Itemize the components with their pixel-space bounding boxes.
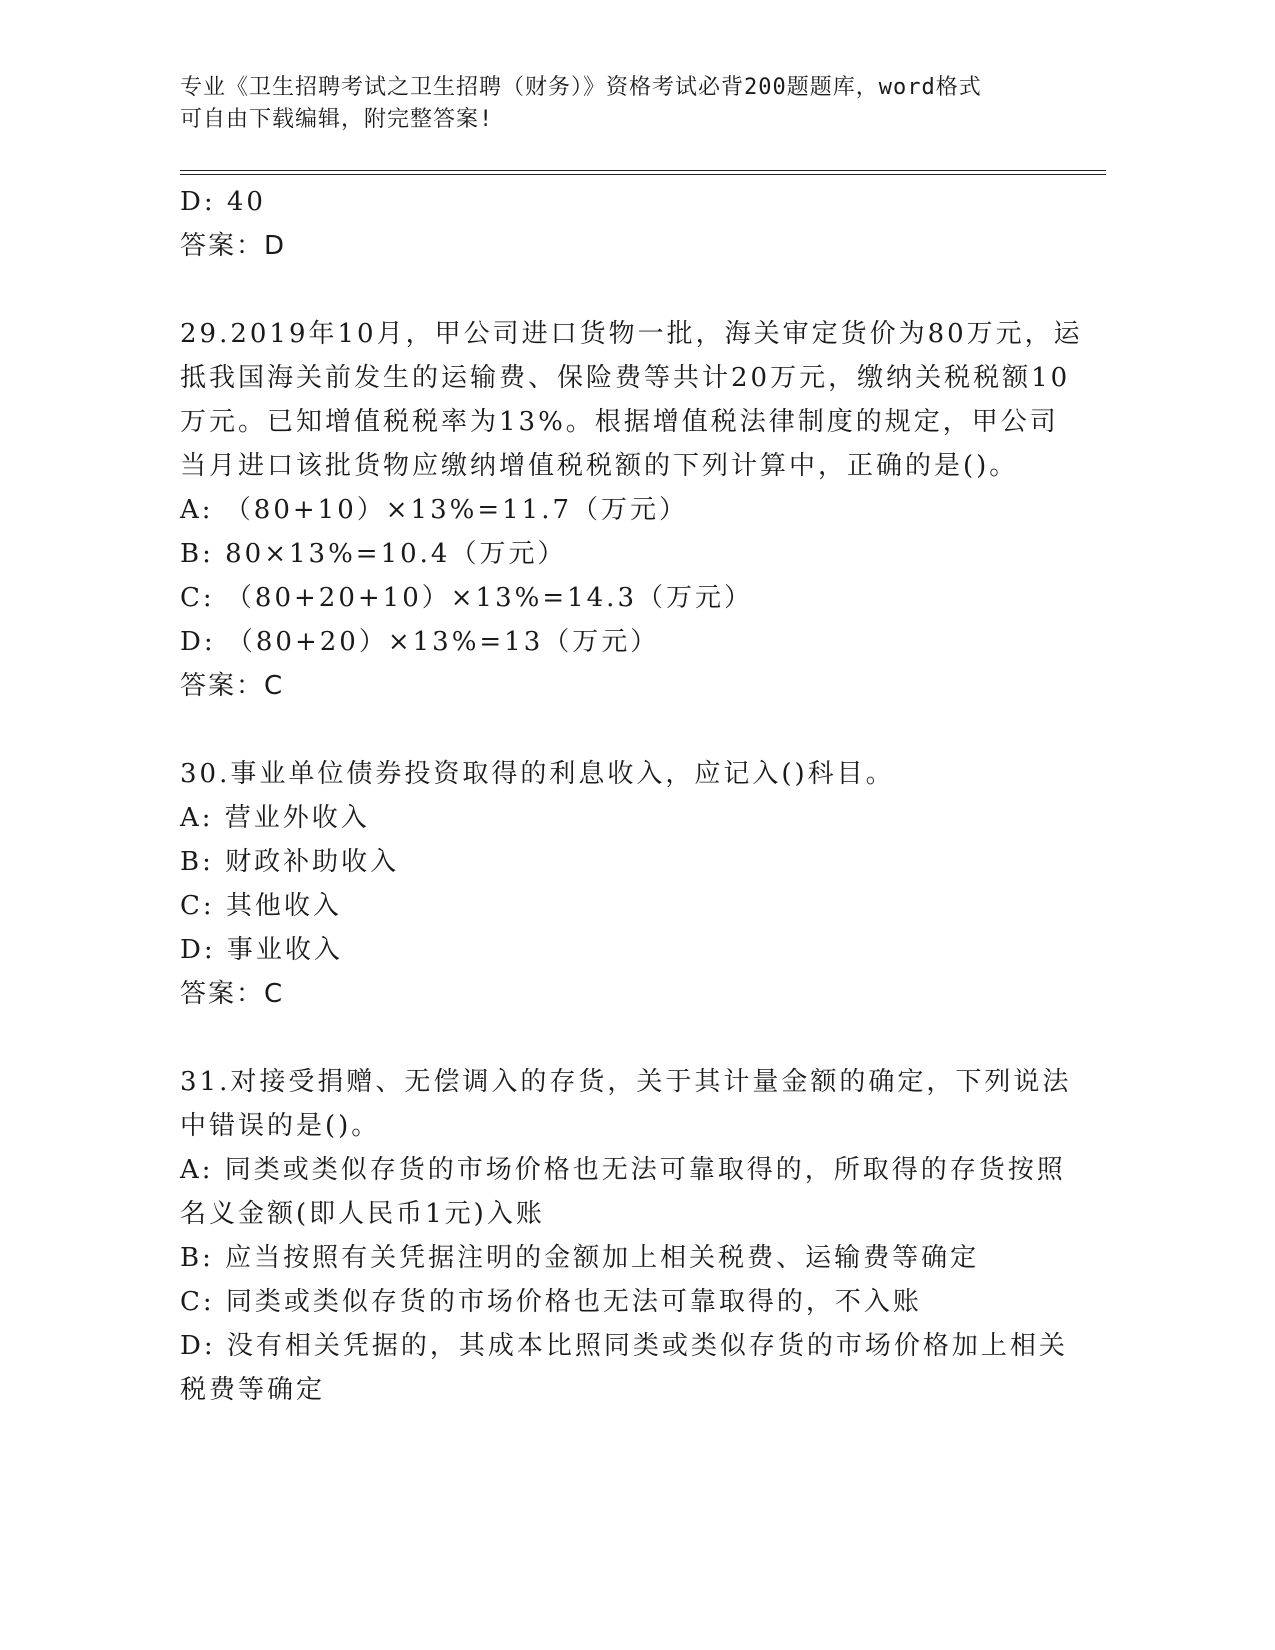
document-header [180, 72, 1080, 136]
question-30 [180, 752, 1060, 1016]
q30-stem-line: 30.事业单位债券投资取得的利息收入，应记入()科目。 [180, 759, 895, 789]
q29-option-d: D: （80+20）×13%=13（万元） [180, 627, 660, 657]
q28-answer: 答案：D [180, 231, 287, 261]
q31-option-c: C: 同类或类似存货的市场价格也无法可靠取得的，不入账 [180, 1287, 922, 1317]
question-content [180, 180, 1083, 1412]
q29-option-c: C: （80+20+10）×13%=14.3（万元） [180, 583, 753, 613]
q30-option-b: B: 财政补助收入 [180, 847, 400, 877]
q30-answer: 答案：C [180, 979, 285, 1009]
q30-option-c: C: 其他收入 [180, 891, 342, 921]
q29-stem-line: 抵我国海关前发生的运输费、保险费等共计20万元，缴纳关税税额10 [180, 363, 1071, 393]
header-title-line-2: 可自由下载编辑，附完整答案! [180, 107, 494, 132]
spacer [180, 268, 1060, 312]
question-29 [180, 312, 1083, 708]
q30-option-a: A: 营业外收入 [180, 803, 370, 833]
q31-option-b: B: 应当按照有关凭据注明的金额加上相关税费、运输费等确定 [180, 1243, 980, 1273]
q31-option-d-cont: 税费等确定 [180, 1375, 326, 1405]
q30-option-d: D: 事业收入 [180, 935, 343, 965]
spacer [180, 708, 1060, 752]
spacer [180, 1016, 1060, 1060]
question-31 [180, 1060, 1072, 1412]
q31-option-a-cont: 名义金额(即人民币1元)入账 [180, 1199, 545, 1229]
q29-answer: 答案：C [180, 671, 285, 701]
q29-stem-line: 当月进口该批货物应缴纳增值税税额的下列计算中，正确的是()。 [180, 451, 1019, 481]
question-28-tail [180, 180, 1060, 268]
q29-option-a: A: （80+10）×13%=11.7（万元） [180, 495, 689, 525]
q29-stem-line: 万元。已知增值税税率为13%。根据增值税法律制度的规定，甲公司 [180, 407, 1059, 437]
q29-option-b: B: 80×13%=10.4（万元） [180, 539, 567, 569]
q31-stem-line: 31.对接受捐赠、无偿调入的存货，关于其计量金额的确定，下列说法 [180, 1067, 1072, 1097]
header-divider [180, 170, 1106, 175]
q31-option-d: D: 没有相关凭据的，其成本比照同类或类似存货的市场价格加上相关 [180, 1331, 1068, 1361]
q28-option-d: D: 40 [180, 187, 266, 217]
q31-option-a: A: 同类或类似存货的市场价格也无法可靠取得的，所取得的存货按照 [180, 1155, 1066, 1185]
header-title-line-1: 专业《卫生招聘考试之卫生招聘（财务）》资格考试必背200题题库，word格式 [180, 75, 982, 100]
q29-stem-line: 29.2019年10月，甲公司进口货物一批，海关审定货价为80万元，运 [180, 319, 1083, 349]
q31-stem-line: 中错误的是()。 [180, 1111, 381, 1141]
